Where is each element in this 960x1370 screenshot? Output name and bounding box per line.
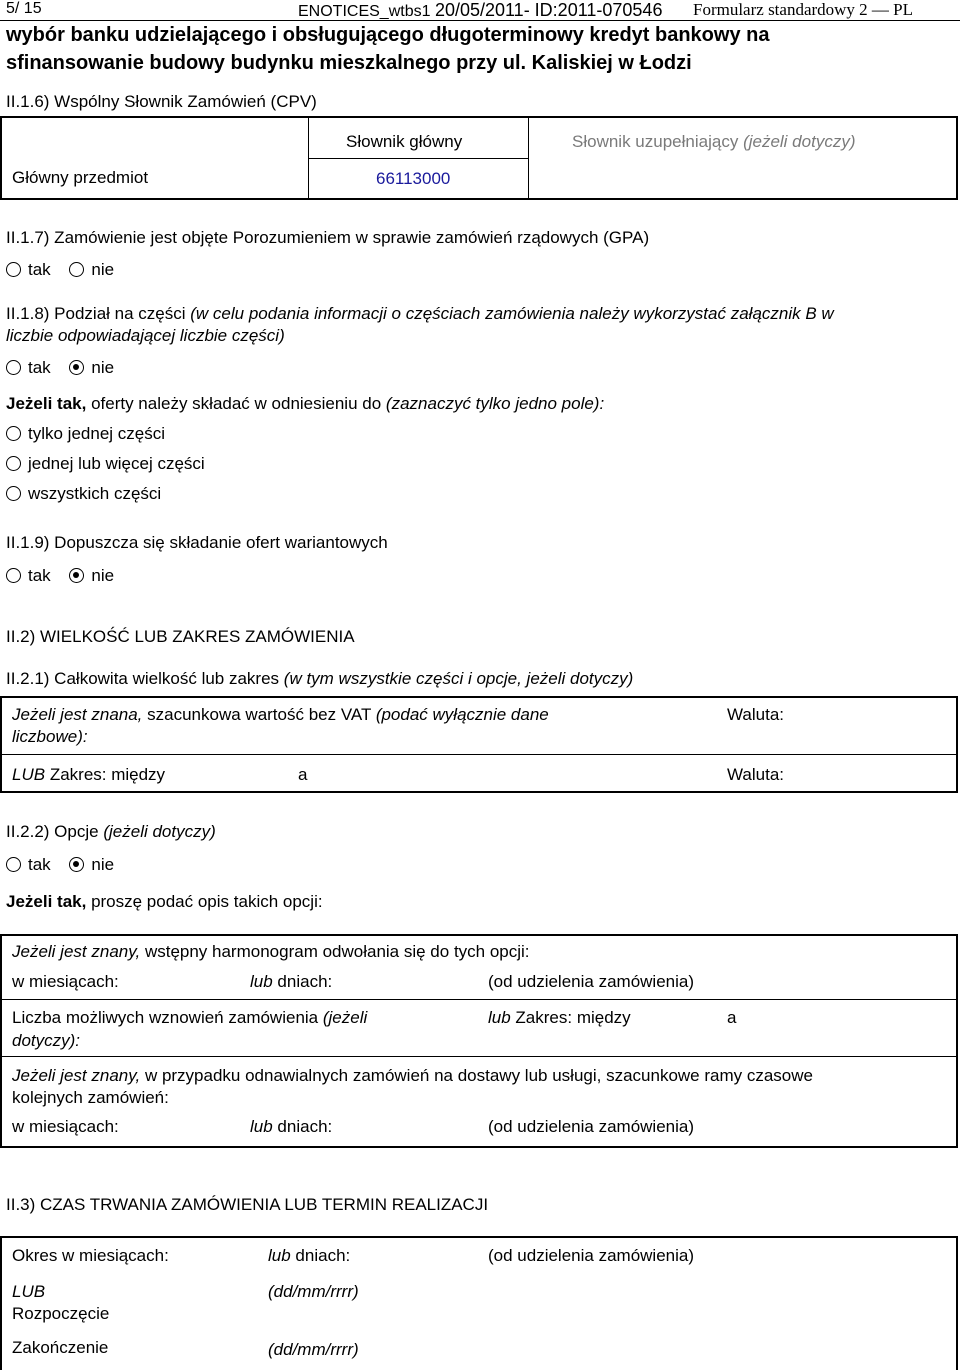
duration-end: Zakończenie — [12, 1338, 109, 1357]
quantity-known-text: szacunkowa wartość bez VAT — [147, 705, 372, 724]
variants-yes-label: tak — [28, 566, 51, 585]
options-days-label: dniach: — [277, 972, 333, 991]
options-if-yes — [6, 892, 323, 912]
lots-opt-3-label: wszystkich części — [28, 484, 162, 503]
duration-date-format-2: (dd/mm/rrrr) — [268, 1340, 359, 1359]
quantity-heading: II.2) WIELKOŚĆ LUB ZAKRES ZAMÓWIENIA — [6, 627, 355, 646]
notice-id-prefix: ENOTICES_wtbs1 — [298, 3, 431, 20]
cpv-main-subject: Główny przedmiot — [12, 168, 149, 187]
options-no-radio[interactable] — [69, 857, 84, 872]
options-months: w miesiącach: — [12, 972, 119, 991]
options-renew — [12, 1066, 813, 1086]
options-renewals — [12, 1008, 367, 1028]
duration-date-format-1: (dd/mm/rrrr) — [268, 1282, 359, 1301]
options-range-lub: lub — [488, 1008, 511, 1027]
lots-if-yes-note: (zaznaczyć tylko jedno pole): — [385, 394, 605, 413]
options-if-yes-bold: Jeżeli tak, — [6, 892, 87, 911]
options-row-divider-1 — [2, 999, 956, 1000]
lots-no-radio[interactable] — [69, 360, 84, 375]
gpa-no-radio[interactable] — [69, 262, 84, 277]
cpv-main-dict: Słownik główny — [346, 132, 463, 151]
options-months-2: w miesiącach: — [12, 1117, 119, 1136]
quantity-sub-heading-line — [6, 669, 633, 689]
quantity-known-italic: Jeżeli jest znana, — [12, 705, 143, 724]
notice-date-id: 20/05/2011- ID:2011-070546 — [434, 0, 663, 20]
options-yes-radio[interactable] — [6, 857, 21, 872]
gpa-options — [6, 260, 114, 280]
options-yes-label: tak — [28, 855, 51, 874]
quantity-known-note-2: liczbowe): — [12, 727, 88, 746]
options-range — [488, 1008, 631, 1028]
options-lub: lub — [250, 972, 273, 991]
lots-opt-2 — [6, 454, 205, 474]
quantity-known — [12, 705, 549, 725]
options-box — [0, 934, 958, 1148]
options-renew-text: w przypadku odnawialnych zamówień na dostawy lub usługi, szacunkowe ramy czasowe — [144, 1066, 813, 1085]
options-days — [250, 972, 332, 992]
duration-heading: II.3) CZAS TRWANIA ZAMÓWIENIA LUB TERMIN REALIZACJI — [6, 1195, 489, 1214]
lots-yes-label: tak — [28, 358, 51, 377]
options-days-label-2: dniach: — [277, 1117, 333, 1136]
duration-days-label: dniach: — [295, 1246, 351, 1265]
duration-days — [268, 1246, 350, 1266]
variants-no-label: nie — [91, 566, 115, 585]
options-from-award-2: (od udzielenia zamówienia) — [488, 1117, 695, 1136]
options-heading-line — [6, 822, 216, 842]
quantity-currency: Waluta: — [727, 705, 785, 724]
quantity-currency-2: Waluta: — [727, 765, 785, 784]
lots-opt-3 — [6, 484, 161, 504]
duration-period-months: Okres w miesiącach: — [12, 1246, 169, 1265]
quantity-known-note-1: (podać wyłącznie dane — [375, 705, 549, 724]
cpv-supp-dict-note: (jeżeli dotyczy) — [743, 132, 856, 151]
options-schedule-text: wstępny harmonogram odwołania się do tych opcji: — [144, 942, 530, 961]
page-number: 5/ 15 — [6, 0, 42, 17]
gpa-yes-label: tak — [28, 260, 51, 279]
form-name: Formularz standardowy 2 — PL — [693, 0, 914, 19]
quantity-sub-note: (w tym wszystkie części i opcje, jeżeli dotyczy) — [283, 669, 634, 688]
lots-note-2: liczbie odpowiadającej liczbie części) — [6, 326, 285, 345]
lots-if-yes-bold: Jeżeli tak, — [6, 394, 87, 413]
variants-yes-radio[interactable] — [6, 568, 21, 583]
quantity-range-lub: LUB — [12, 765, 46, 784]
duration-or-lub: LUB — [12, 1282, 46, 1301]
duration-start: Rozpoczęcie — [12, 1304, 110, 1323]
cpv-supp-dict-label: Słownik uzupełniający — [572, 132, 739, 151]
title-line-2: sfinansowanie budowy budynku mieszkalnego przy ul. Kaliskiej w Łodzi — [6, 52, 692, 74]
lots-heading-line — [6, 304, 834, 324]
lots-opt-1 — [6, 424, 165, 444]
lots-yes-radio[interactable] — [6, 360, 21, 375]
options-radios — [6, 855, 114, 875]
lots-options — [6, 358, 114, 378]
lots-no-label: nie — [91, 358, 115, 377]
options-schedule-italic: Jeżeli jest znany, — [12, 942, 141, 961]
options-schedule — [12, 942, 530, 962]
options-and: a — [727, 1008, 737, 1027]
quantity-row-divider — [2, 754, 956, 755]
quantity-range — [12, 765, 165, 785]
quantity-range-text: Zakres: między — [49, 765, 166, 784]
options-lub-2: lub — [250, 1117, 273, 1136]
options-heading: II.2.2) Opcje — [6, 822, 99, 841]
duration-lub: lub — [268, 1246, 291, 1265]
quantity-and: a — [298, 765, 308, 784]
notice-id — [298, 0, 662, 21]
options-days-2 — [250, 1117, 332, 1137]
options-renew-text-2: kolejnych zamówień: — [12, 1088, 169, 1107]
options-row-divider-2 — [2, 1056, 956, 1057]
quantity-sub-heading: II.2.1) Całkowita wielkość lub zakres — [6, 669, 280, 688]
options-renewals-note-2: dotyczy): — [12, 1031, 81, 1050]
options-range-text: Zakres: między — [515, 1008, 631, 1027]
cpv-supp-dict — [572, 132, 855, 152]
cpv-row-divider — [308, 158, 529, 159]
options-from-award: (od udzielenia zamówienia) — [488, 972, 695, 991]
gpa-no-label: nie — [91, 260, 115, 279]
options-renewals-label: Liczba możliwych wznowień zamówienia — [12, 1008, 319, 1027]
lots-if-yes — [6, 394, 604, 414]
lots-heading: II.1.8) Podział na części — [6, 304, 186, 323]
lots-opt-2-radio[interactable] — [6, 456, 21, 471]
lots-opt-1-label: tylko jednej części — [28, 424, 166, 443]
gpa-yes-radio[interactable] — [6, 262, 21, 277]
title-line-1: wybór banku udzielającego i obsługującego długoterminowy kredyt bankowy na — [6, 24, 770, 46]
options-no-label: nie — [91, 855, 115, 874]
options-heading-note: (jeżeli dotyczy) — [103, 822, 216, 841]
cpv-code: 66113000 — [376, 169, 451, 188]
cpv-heading: II.1.6) Wspólny Słownik Zamówień (CPV) — [6, 92, 317, 111]
lots-opt-2-label: jednej lub więcej części — [28, 454, 205, 473]
variants-options — [6, 566, 114, 586]
lots-note-1: (w celu podania informacji o częściach zamówienia należy wykorzystać załącznik B w — [190, 304, 834, 323]
options-renew-italic: Jeżeli jest znany, — [12, 1066, 141, 1085]
lots-opt-3-radio[interactable] — [6, 486, 21, 501]
lots-if-yes-text: oferty należy składać w odniesieniu do — [91, 394, 382, 413]
gpa-heading: II.1.7) Zamówienie jest objęte Porozumieniem w sprawie zamówień rządowych (GPA) — [6, 228, 650, 247]
options-if-yes-text: proszę podać opis takich opcji: — [91, 892, 323, 911]
options-renewals-note-1: (jeżeli — [322, 1008, 368, 1027]
lots-opt-1-radio[interactable] — [6, 426, 21, 441]
duration-from-award: (od udzielenia zamówienia) — [488, 1246, 695, 1265]
variants-no-radio[interactable] — [69, 568, 84, 583]
header-divider — [0, 20, 960, 21]
variants-heading: II.1.9) Dopuszcza się składanie ofert wariantowych — [6, 533, 388, 552]
